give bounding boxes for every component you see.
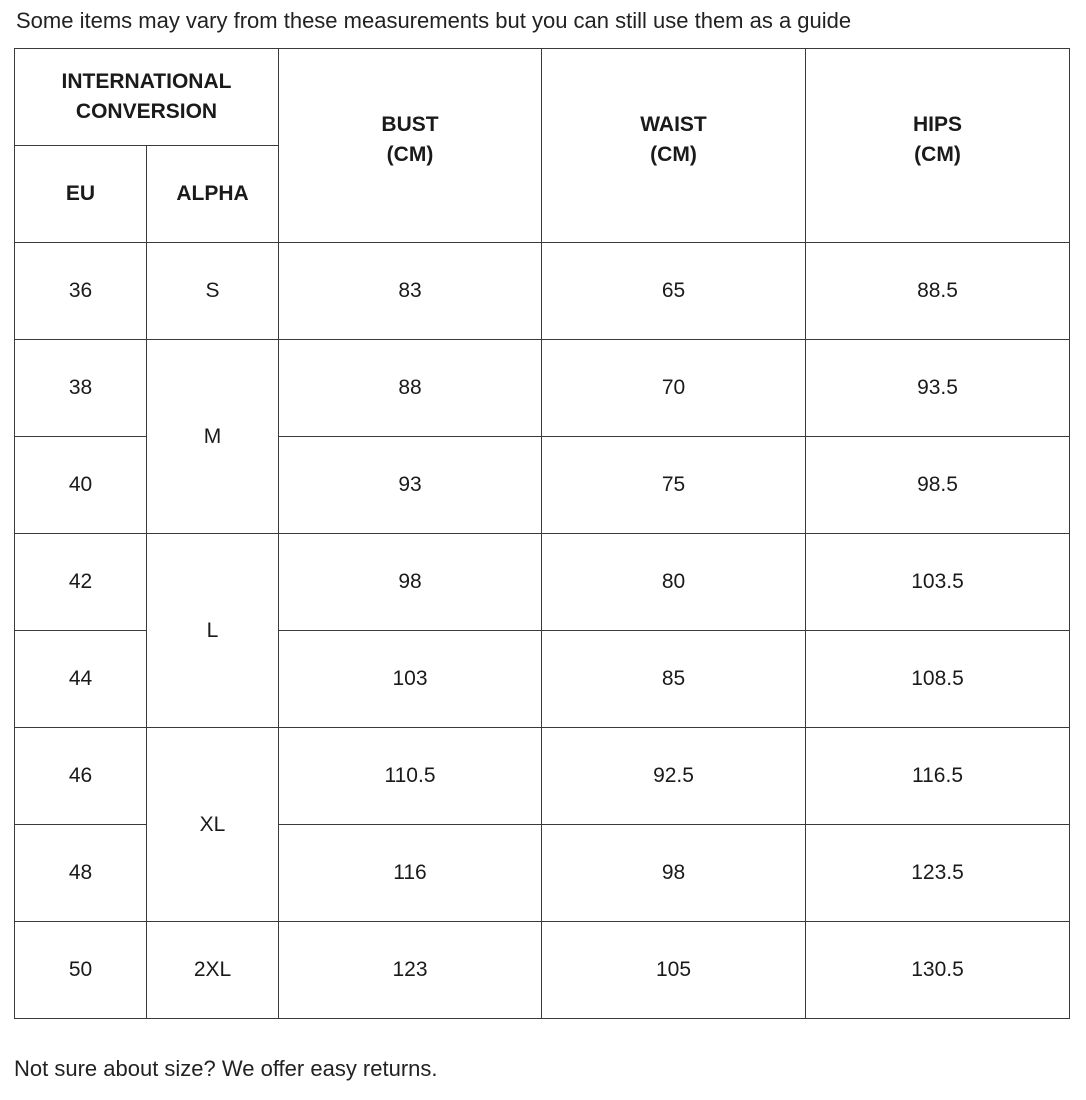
international-conversion-line2: CONVERSION: [75, 100, 218, 123]
waist-header-line2: (CM): [650, 142, 697, 166]
size-chart-table: [14, 48, 1070, 1019]
eu-cell: 40: [15, 437, 147, 534]
waist-header: [542, 49, 806, 243]
eu-cell: 42: [15, 534, 147, 631]
eu-cell: 38: [15, 340, 147, 437]
table-row: [15, 728, 1070, 825]
international-conversion-header: [15, 49, 279, 146]
waist-cell: 92.5: [542, 728, 806, 825]
bust-header: [279, 49, 542, 243]
waist-cell: 80: [542, 534, 806, 631]
alpha-cell: M: [147, 340, 279, 534]
alpha-cell: 2XL: [147, 922, 279, 1019]
bust-cell: 83: [279, 243, 542, 340]
returns-note: Not sure about size? We offer easy returns.: [14, 1056, 438, 1081]
alpha-cell: S: [147, 243, 279, 340]
bust-cell: 98: [279, 534, 542, 631]
bust-cell: 88: [279, 340, 542, 437]
bust-cell: 110.5: [279, 728, 542, 825]
eu-header: EU: [15, 146, 147, 243]
hips-cell: 88.5: [806, 243, 1070, 340]
bust-cell: 93: [279, 437, 542, 534]
hips-cell: 103.5: [806, 534, 1070, 631]
bust-header-line1: BUST: [381, 112, 439, 136]
international-conversion-line1: INTERNATIONAL: [61, 70, 232, 93]
table-row: [15, 922, 1070, 1019]
bust-cell: 123: [279, 922, 542, 1019]
waist-cell: 70: [542, 340, 806, 437]
hips-header: [806, 49, 1070, 243]
hips-header-line2: (CM): [914, 142, 961, 166]
bust-cell: 103: [279, 631, 542, 728]
waist-cell: 98: [542, 825, 806, 922]
hips-cell: 108.5: [806, 631, 1070, 728]
waist-cell: 75: [542, 437, 806, 534]
alpha-cell: L: [147, 534, 279, 728]
alpha-cell: XL: [147, 728, 279, 922]
table-row: [15, 243, 1070, 340]
alpha-header: ALPHA: [147, 146, 279, 243]
hips-cell: 130.5: [806, 922, 1070, 1019]
hips-cell: 93.5: [806, 340, 1070, 437]
eu-cell: 36: [15, 243, 147, 340]
eu-cell: 44: [15, 631, 147, 728]
waist-cell: 65: [542, 243, 806, 340]
hips-cell: 123.5: [806, 825, 1070, 922]
eu-cell: 50: [15, 922, 147, 1019]
intro-note: Some items may vary from these measurements but you can still use them as a guide: [16, 8, 852, 33]
eu-cell: 48: [15, 825, 147, 922]
table-row: [15, 534, 1070, 631]
hips-cell: 98.5: [806, 437, 1070, 534]
eu-cell: 46: [15, 728, 147, 825]
waist-header-line1: WAIST: [640, 112, 707, 136]
hips-header-line1: HIPS: [912, 112, 962, 136]
table-row: [15, 340, 1070, 437]
hips-cell: 116.5: [806, 728, 1070, 825]
waist-cell: 85: [542, 631, 806, 728]
bust-header-line2: (CM): [386, 142, 434, 166]
bust-cell: 116: [279, 825, 542, 922]
waist-cell: 105: [542, 922, 806, 1019]
